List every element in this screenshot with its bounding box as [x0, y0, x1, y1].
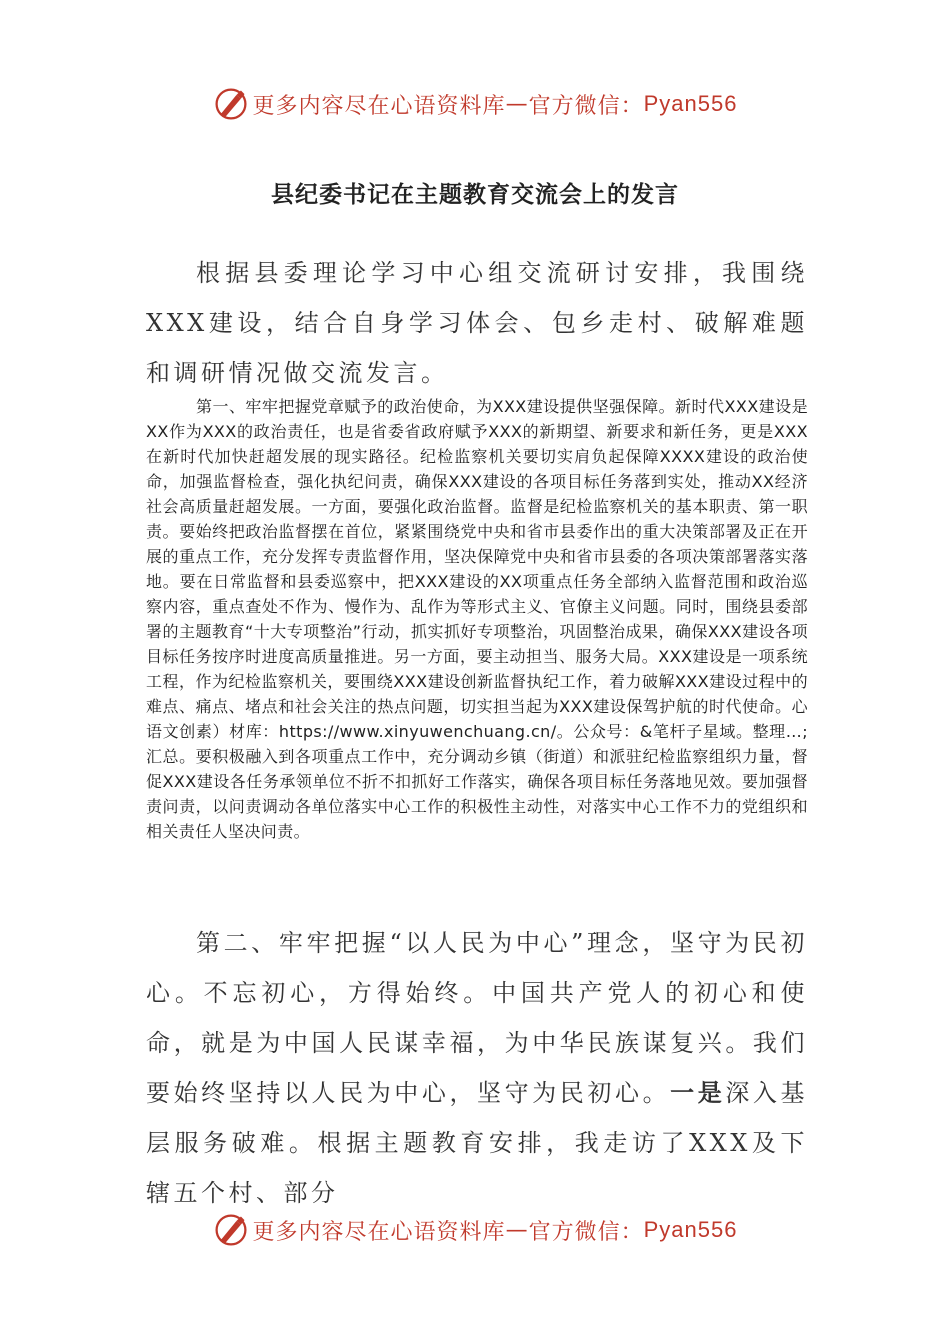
- pen-nib-icon: [213, 86, 249, 122]
- brand-wechat-label: 官方微信：: [528, 93, 644, 119]
- brand-dash: —: [505, 1217, 529, 1243]
- paragraph-second-tail: 深入基层服务破难。根据主题教育安排，我走访了XXX及下辖五个村、部分: [146, 1079, 809, 1207]
- paragraph-first: 第一、牢牢把握党章赋予的政治使命，为XXX建设提供坚强保障。新时代XXX建设是XX作为XXX的政治责任，也是省委省政府赋予XXX的新期望、新要求和新任务，更是XXX在新时代加快赶超发展的现实路径。纪检监察机关要切实肩负起保障XXXX建设的政治使命，加强监督检查，强化执纪问责，确保XXX建设的各项目标任务落到实处，推动XX经济社会高质量赶超发展。一方面，要强化政治监督。监督是纪检监察机关的基本职责、第一职责。要始终把政治监督摆在首位，紧紧围绕党中央和省市县委作出的重大决策部署及正在开展的重点工作，充分发挥专责监督作用，坚决保障党中央和省市县委的各项决策部署落实落地。要在日常监督和县委巡察中，把XXX建设的XX项重点任务全部纳入监督范围和政治巡察内容，重点查处不作为、慢作为、乱作为等形式主义、官僚主义问题。同时，围绕县委部署的主题教育“十大专项整治”行动，抓实抓好专项整治，巩固整治成果，确保XXX建设各项目标任务按序时进度高质量推进。另一方面，要主动担当、服务大局。XXX建设是一项系统工程，作为纪检监察机关，要围绕XXX建设创新监督执纪工作，着力破解XXX建设过程中的难点、痛点、堵点和社会关注的热点问题，切实担当起为XXX建设保驾护航的时代使命。心语文创素）材库：https://www.xinyuwenchuang.cn/。公众号：&笔杆子星域。整理…;汇总。要积极融入到各项重点工作中，充分调动乡镇（街道）和派驻纪检监察组织力量，督促XXX建设各任务承领单位不折不扣抓好工作落实，确保各项目标任务落地见效。要加强督责问责，以问责调动各单位落实中心工作的积极性主动性，对落实中心工作不力的党组织和相关责任人坚决问责。: [146, 397, 808, 841]
- paragraph-second-bold: 一是: [670, 1078, 726, 1107]
- intro-paragraph: 根据县委理论学习中心组交流研讨安排，我围绕XXX建设，结合自身学习体会、包乡走村、破解难题和调研情况做交流发言。: [146, 259, 808, 387]
- brand-site-text: 更多内容尽在心语资料库: [252, 1219, 506, 1245]
- brand-site-text: 更多内容尽在心语资料库: [252, 93, 506, 119]
- brand-wechat-label: 官方微信：: [528, 1219, 644, 1245]
- brand-dash: —: [505, 91, 529, 117]
- pen-nib-icon: [213, 1212, 249, 1248]
- paragraph-second: [146, 918, 808, 1218]
- brand-wechat-id: Pyan556: [643, 1217, 738, 1242]
- brand-wechat-id: Pyan556: [643, 91, 738, 116]
- document-title: 县纪委书记在主题教育交流会上的发言: [271, 181, 679, 208]
- paragraph-second-lead: 第二、牢牢把握“以人民为中心”理念，坚守为民初心。不忘初心，方得始终。中国共产党人的初心和使命，就是为中国人民谋幸福，为中华民族谋复兴。我们要始终坚持以人民为中心，坚守为民初心。: [146, 929, 808, 1107]
- header-brand: [0, 82, 950, 126]
- footer-brand: [0, 1208, 950, 1252]
